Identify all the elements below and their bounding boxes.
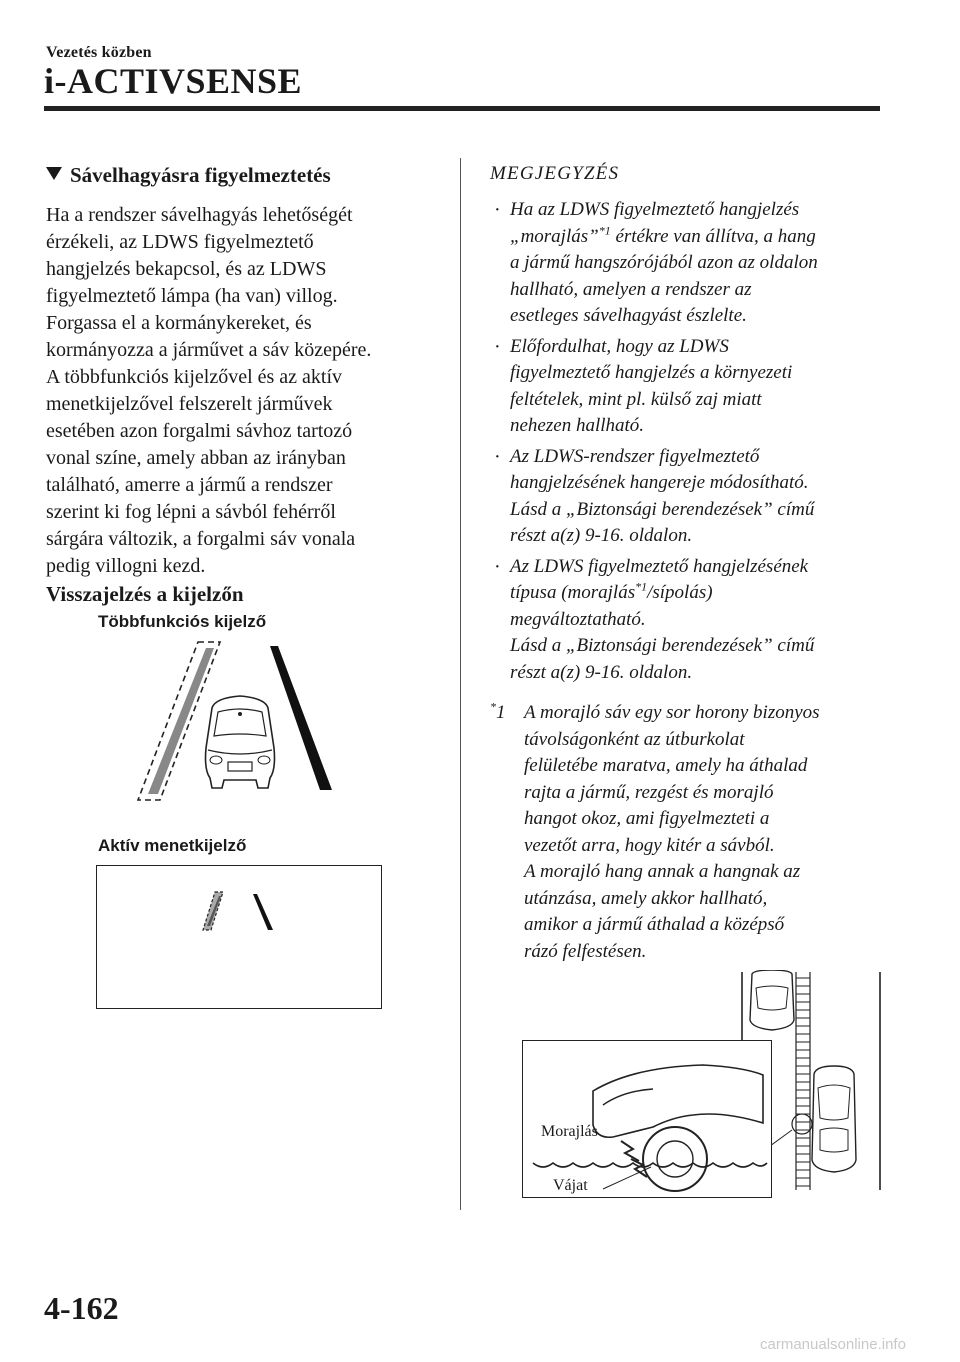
footnote-line: A morajló sáv egy sor horony bizonyos [524,702,820,723]
rumble-inset-frame [522,1040,772,1198]
bullet-dot: · [494,335,501,358]
footnote-line: rázó felfestésen. [524,940,647,962]
body-line: Ha a rendszer sávelhagyás lehetőségét [46,204,353,226]
note-bullet [490,197,890,330]
body-line: sárgára változik, a forgalmi sáv vonala [46,528,356,550]
body-line: Forgassa el a kormánykereket, és [46,312,312,334]
vibration-lightning-icon [621,1141,639,1161]
right-column [490,160,890,965]
groove-label: Vájat [553,1177,588,1194]
body-line: menetkijelzővel felszerelt járművek [46,393,333,415]
note-bullet [490,334,890,440]
section-header: Vezetés közben [46,44,152,61]
active-display-frame [96,865,382,1009]
footnote-line: távolságonként az útburkolat [524,728,745,750]
body-line: szerint ki fog lépni a sávból fehérről [46,501,336,523]
column-divider [460,158,461,1210]
figure1-label: Többfunkciós kijelző [98,612,267,631]
bullet-dot: · [494,445,501,468]
rumble-strip [796,972,810,1190]
body-line: esetében azon forgalmi sávhoz tartozó [46,420,353,442]
bullet-line: a jármű hangszórójából azon az oldalon [510,252,818,273]
lane-line-highlight [148,648,214,794]
car-top-view-icon [750,970,794,1030]
lane-line-right-small [253,894,273,930]
body-line: érzékeli, az LDWS figyelmeztető [46,231,314,253]
section-title-text: Sávelhagyásra figyelmeztetés [70,163,331,187]
footnote-mark: *1 [490,699,506,723]
watermark: carmanualsonline.info [760,1336,906,1353]
bullet-line: részt a(z) 9-16. oldalon. [510,525,693,546]
zoom-focus-circle [792,1114,812,1134]
footnote-line: utánzása, amely akkor hallható, [524,887,768,909]
bullet-line: Lásd a „Biztonsági berendezések” című [510,498,815,520]
bullet-line: Lásd a „Biztonsági berendezések” című [510,635,815,656]
bullet-line: „morajlás”$^{*1}$ értékre van állítva, a hang [510,223,816,247]
body-line: figyelmeztető lámpa (ha van) villog. [46,285,338,307]
footnote-line: hangot okoz, ami figyelmezteti a [524,808,770,829]
body-line: hangjelzés bekapcsol, és az LDWS [46,258,327,280]
body-line: kormányozza a járművet a sáv közepére. [46,339,372,361]
bullet-line: Az LDWS-rendszer figyelmeztető [510,445,760,467]
bullet-line: Előfordulhat, hogy az LDWS [510,335,729,357]
rumble-inset-drawing [523,1041,771,1197]
rumble-label: Morajlás [541,1123,598,1140]
bullet-dot: · [494,199,501,221]
bullet-line: hangjelzésének hangereje módosítható. [510,472,809,493]
bullet-line: feltételek, mint pl. külső zaj miatt [510,388,762,410]
car-rear-icon [206,696,275,788]
bullet-line: Az LDWS figyelmeztető hangjelzésének [510,555,809,577]
footnote-line: vezetőt arra, hogy kitér a sávból. [524,834,775,856]
body-line: vonal színe, amely abban az irányban [46,447,346,469]
bullet-line: figyelmeztető hangjelzés a környezeti [510,362,793,383]
body-line: A többfunkciós kijelzővel és az aktív [46,366,343,388]
bullet-line: nehezen hallható. [510,415,645,436]
note-title: MEGJEGYZÉS [490,163,620,184]
left-column [46,160,426,608]
section-title [46,160,426,190]
footnote-line: felületébe maratva, amely ha áthalad [524,755,808,776]
body-paragraph [46,202,426,580]
bullet-dot: · [494,555,501,578]
body-line: pedig villogni kezd. [46,555,206,577]
car-top-view-icon [812,1066,856,1172]
footnote [490,700,890,965]
bullet-line: megváltoztatható. [510,608,646,630]
active-display-icon [197,888,277,938]
multifunction-display-figure [120,638,350,808]
zoom-connector [770,1130,792,1146]
subheading: Visszajelzés a kijelzőn [46,582,244,606]
footnote-line: rajta a jármű, rezgést és morajló [524,781,774,803]
bullet-line: hallható, amelyen a rendszer az [510,278,752,300]
bullet-line: típusa (morajlás$^{*1}$/sípolás) [510,579,713,603]
lane-line-right [270,646,332,790]
page-number: 4-162 [44,1290,119,1326]
header-divider [44,106,880,111]
groove-pointer [603,1167,651,1189]
bullet-line: Ha az LDWS figyelmeztető hangjelzés [510,199,800,220]
footnote-line: A morajló hang annak a hangnak az [524,861,801,882]
figure2-label: Aktív menetkijelző [98,836,247,855]
triangle-icon [46,167,62,180]
note-bullet [490,444,890,550]
note-bullet [490,554,890,687]
chapter-title: i-ACTIVSENSE [44,61,303,101]
bullet-line: esetleges sávelhagyást észlelte. [510,305,747,326]
footnote-line: amikor a jármű áthalad a középső [524,914,785,935]
body-line: található, amerre a jármű a rendszer [46,474,333,496]
bullet-line: részt a(z) 9-16. oldalon. [510,661,693,683]
